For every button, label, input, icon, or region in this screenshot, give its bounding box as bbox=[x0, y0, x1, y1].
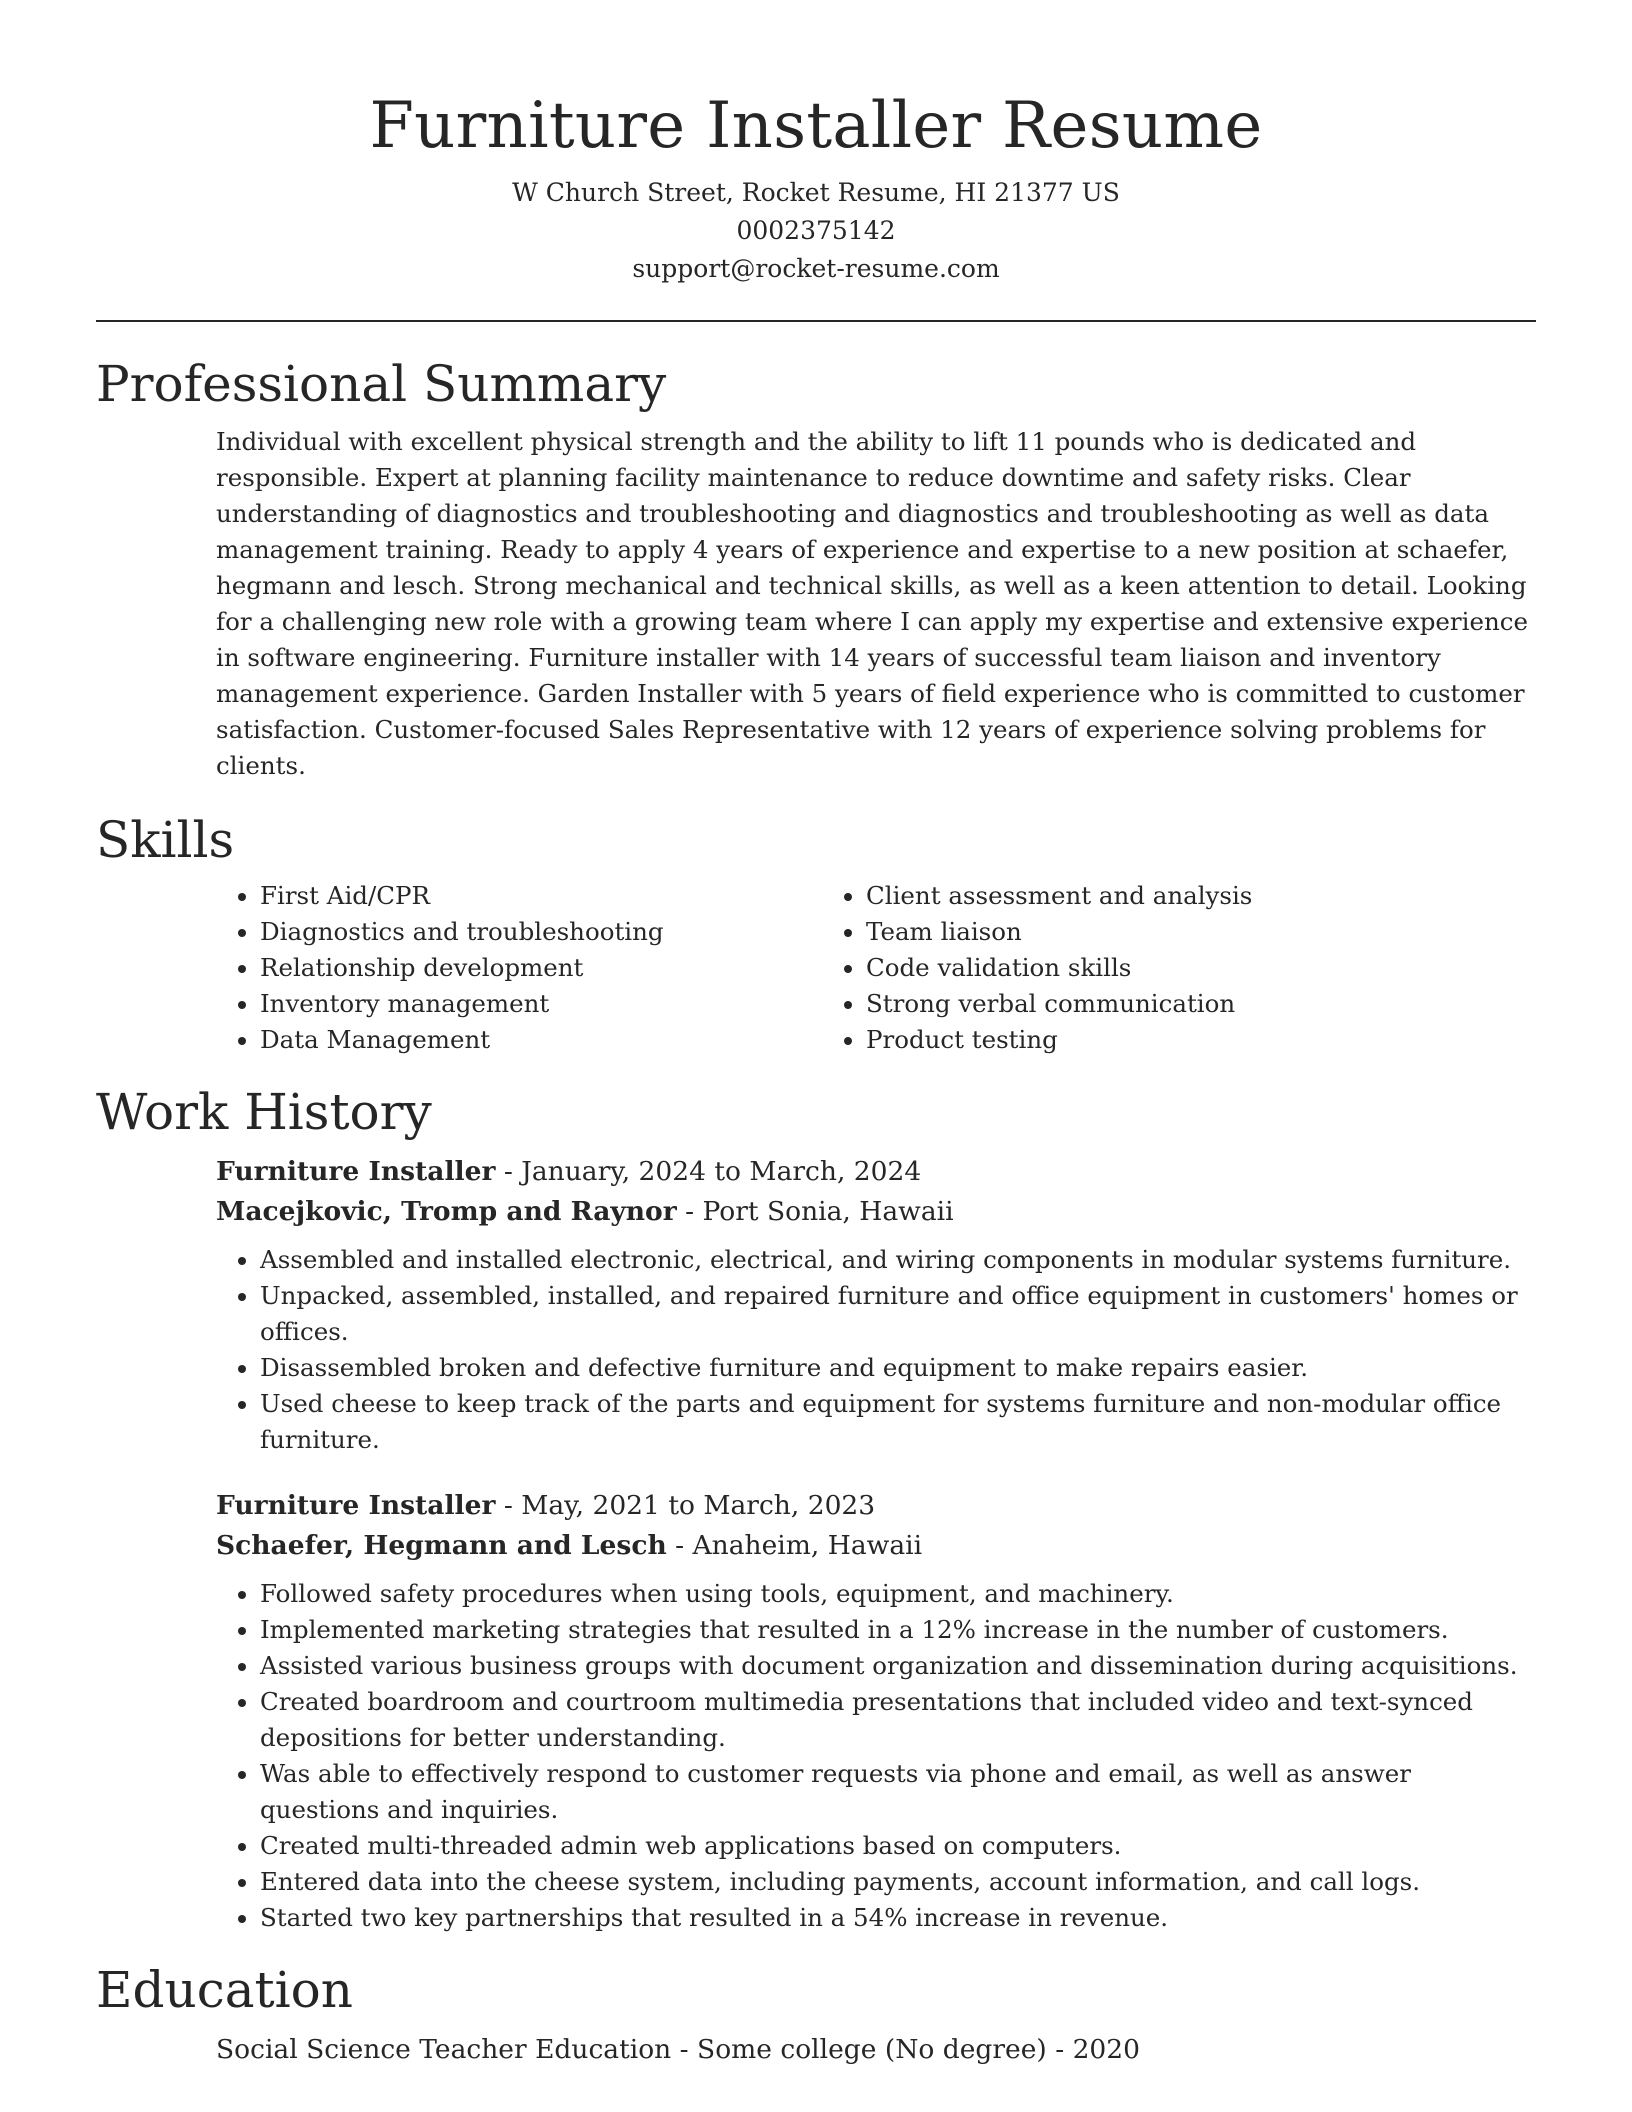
education-section bbox=[96, 1958, 1536, 2070]
job-company: Schaefer, Hegmann and Lesch bbox=[216, 1530, 667, 1561]
skill-item: • Team liaison bbox=[866, 914, 1482, 950]
contact-address: W Church Street, Rocket Resume, HI 21377 US bbox=[512, 178, 1120, 207]
summary-heading: Professional Summary bbox=[96, 355, 667, 413]
summary-section bbox=[96, 352, 1536, 784]
skills-list-right bbox=[822, 878, 1482, 1058]
skill-item: • Relationship development bbox=[260, 950, 822, 986]
job-bullet: • Implemented marketing strategies that resulted in a 12% increase in the number of customers. bbox=[260, 1612, 1536, 1648]
summary-text: Individual with excellent physical strength and the ability to lift 11 pounds who is dedicated and responsible. Expert at planning facility maintenance to reduce downtime and safety risks. Clear understanding of diagnostics and troubleshooting and diagnostics and troubleshooting as well as data management training. Ready to apply 4 years of experience and expertise to a new position at schaefer, hegmann and lesch. Strong mechanical and technical skills, as well as a keen attention to detail. Looking for a challenging new role with a growing team where I can apply my expertise and extensive experience in software engineering. Furniture installer with 14 years of successful team liaison and inventory management experience. Garden Installer with 5 years of field experience who is committed to customer satisfaction. Customer-focused Sales Representative with 12 years of experience solving problems for clients. bbox=[216, 427, 1528, 780]
skill-item: • Client assessment and analysis bbox=[866, 878, 1482, 914]
skills-heading: Skills bbox=[96, 811, 235, 869]
job-bullet: • Was able to effectively respond to customer requests via phone and email, as well as answer questions and inquiries. bbox=[260, 1756, 1536, 1828]
job-entry bbox=[216, 1486, 1536, 1936]
skills-section bbox=[96, 808, 1536, 1058]
work-history-heading: Work History bbox=[96, 1083, 432, 1141]
resume-header bbox=[96, 0, 1536, 288]
skills-list-left bbox=[216, 878, 822, 1058]
education-heading: Education bbox=[96, 1961, 353, 2019]
skill-item: • Data Management bbox=[260, 1022, 822, 1058]
skill-item: • Diagnostics and troubleshooting bbox=[260, 914, 822, 950]
education-entry: Social Science Teacher Education - Some college (No degree) - 2020 bbox=[216, 2034, 1141, 2065]
job-bullet: • Created boardroom and courtroom multimedia presentations that included video and text-synced depositions for better understanding. bbox=[260, 1684, 1536, 1756]
contact-email: support@rocket-resume.com bbox=[632, 254, 1000, 283]
header-divider bbox=[96, 320, 1536, 322]
job-bullet: • Assembled and installed electronic, electrical, and wiring components in modular systems furniture. bbox=[260, 1242, 1536, 1278]
job-title-line bbox=[216, 1152, 1536, 1192]
skill-item: • First Aid/CPR bbox=[260, 878, 822, 914]
job-bullet: • Started two key partnerships that resulted in a 54% increase in revenue. bbox=[260, 1900, 1536, 1936]
job-title: Furniture Installer bbox=[216, 1490, 496, 1521]
job-bullet: • Disassembled broken and defective furniture and equipment to make repairs easier. bbox=[260, 1350, 1536, 1386]
job-company-line bbox=[216, 1192, 1536, 1232]
job-location: - Port Sonia, Hawaii bbox=[676, 1196, 954, 1227]
job-company-line bbox=[216, 1526, 1536, 1566]
job-bullets bbox=[216, 1576, 1536, 1936]
job-location: - Anaheim, Hawaii bbox=[666, 1530, 923, 1561]
job-entry bbox=[216, 1152, 1536, 1458]
job-bullet: • Entered data into the cheese system, including payments, account information, and call logs. bbox=[260, 1864, 1536, 1900]
job-bullet: • Used cheese to keep track of the parts and equipment for systems furniture and non-modular office furniture. bbox=[260, 1386, 1536, 1458]
job-bullet: • Followed safety procedures when using tools, equipment, and machinery. bbox=[260, 1576, 1536, 1612]
skill-item: • Code validation skills bbox=[866, 950, 1482, 986]
resume-title: Furniture Installer Resume bbox=[369, 89, 1263, 163]
job-dates: - January, 2024 to March, 2024 bbox=[495, 1156, 922, 1187]
skill-item: • Product testing bbox=[866, 1022, 1482, 1058]
job-bullets bbox=[216, 1242, 1536, 1458]
skill-item: • Inventory management bbox=[260, 986, 822, 1022]
contact-phone: 0002375142 bbox=[736, 216, 896, 245]
job-title-line bbox=[216, 1486, 1536, 1526]
job-dates: - May, 2021 to March, 2023 bbox=[495, 1490, 876, 1521]
work-history-section bbox=[96, 1080, 1536, 1936]
skills-columns bbox=[216, 878, 1536, 1058]
contact-info bbox=[96, 174, 1536, 288]
job-bullet: • Created multi-threaded admin web applications based on computers. bbox=[260, 1828, 1536, 1864]
resume-page bbox=[96, 0, 1536, 2070]
skill-item: • Strong verbal communication bbox=[866, 986, 1482, 1022]
job-company: Macejkovic, Tromp and Raynor bbox=[216, 1196, 677, 1227]
job-title: Furniture Installer bbox=[216, 1156, 496, 1187]
job-bullet: • Assisted various business groups with document organization and dissemination during acquisitions. bbox=[260, 1648, 1536, 1684]
job-bullet: • Unpacked, assembled, installed, and repaired furniture and office equipment in customers' homes or offices. bbox=[260, 1278, 1536, 1350]
